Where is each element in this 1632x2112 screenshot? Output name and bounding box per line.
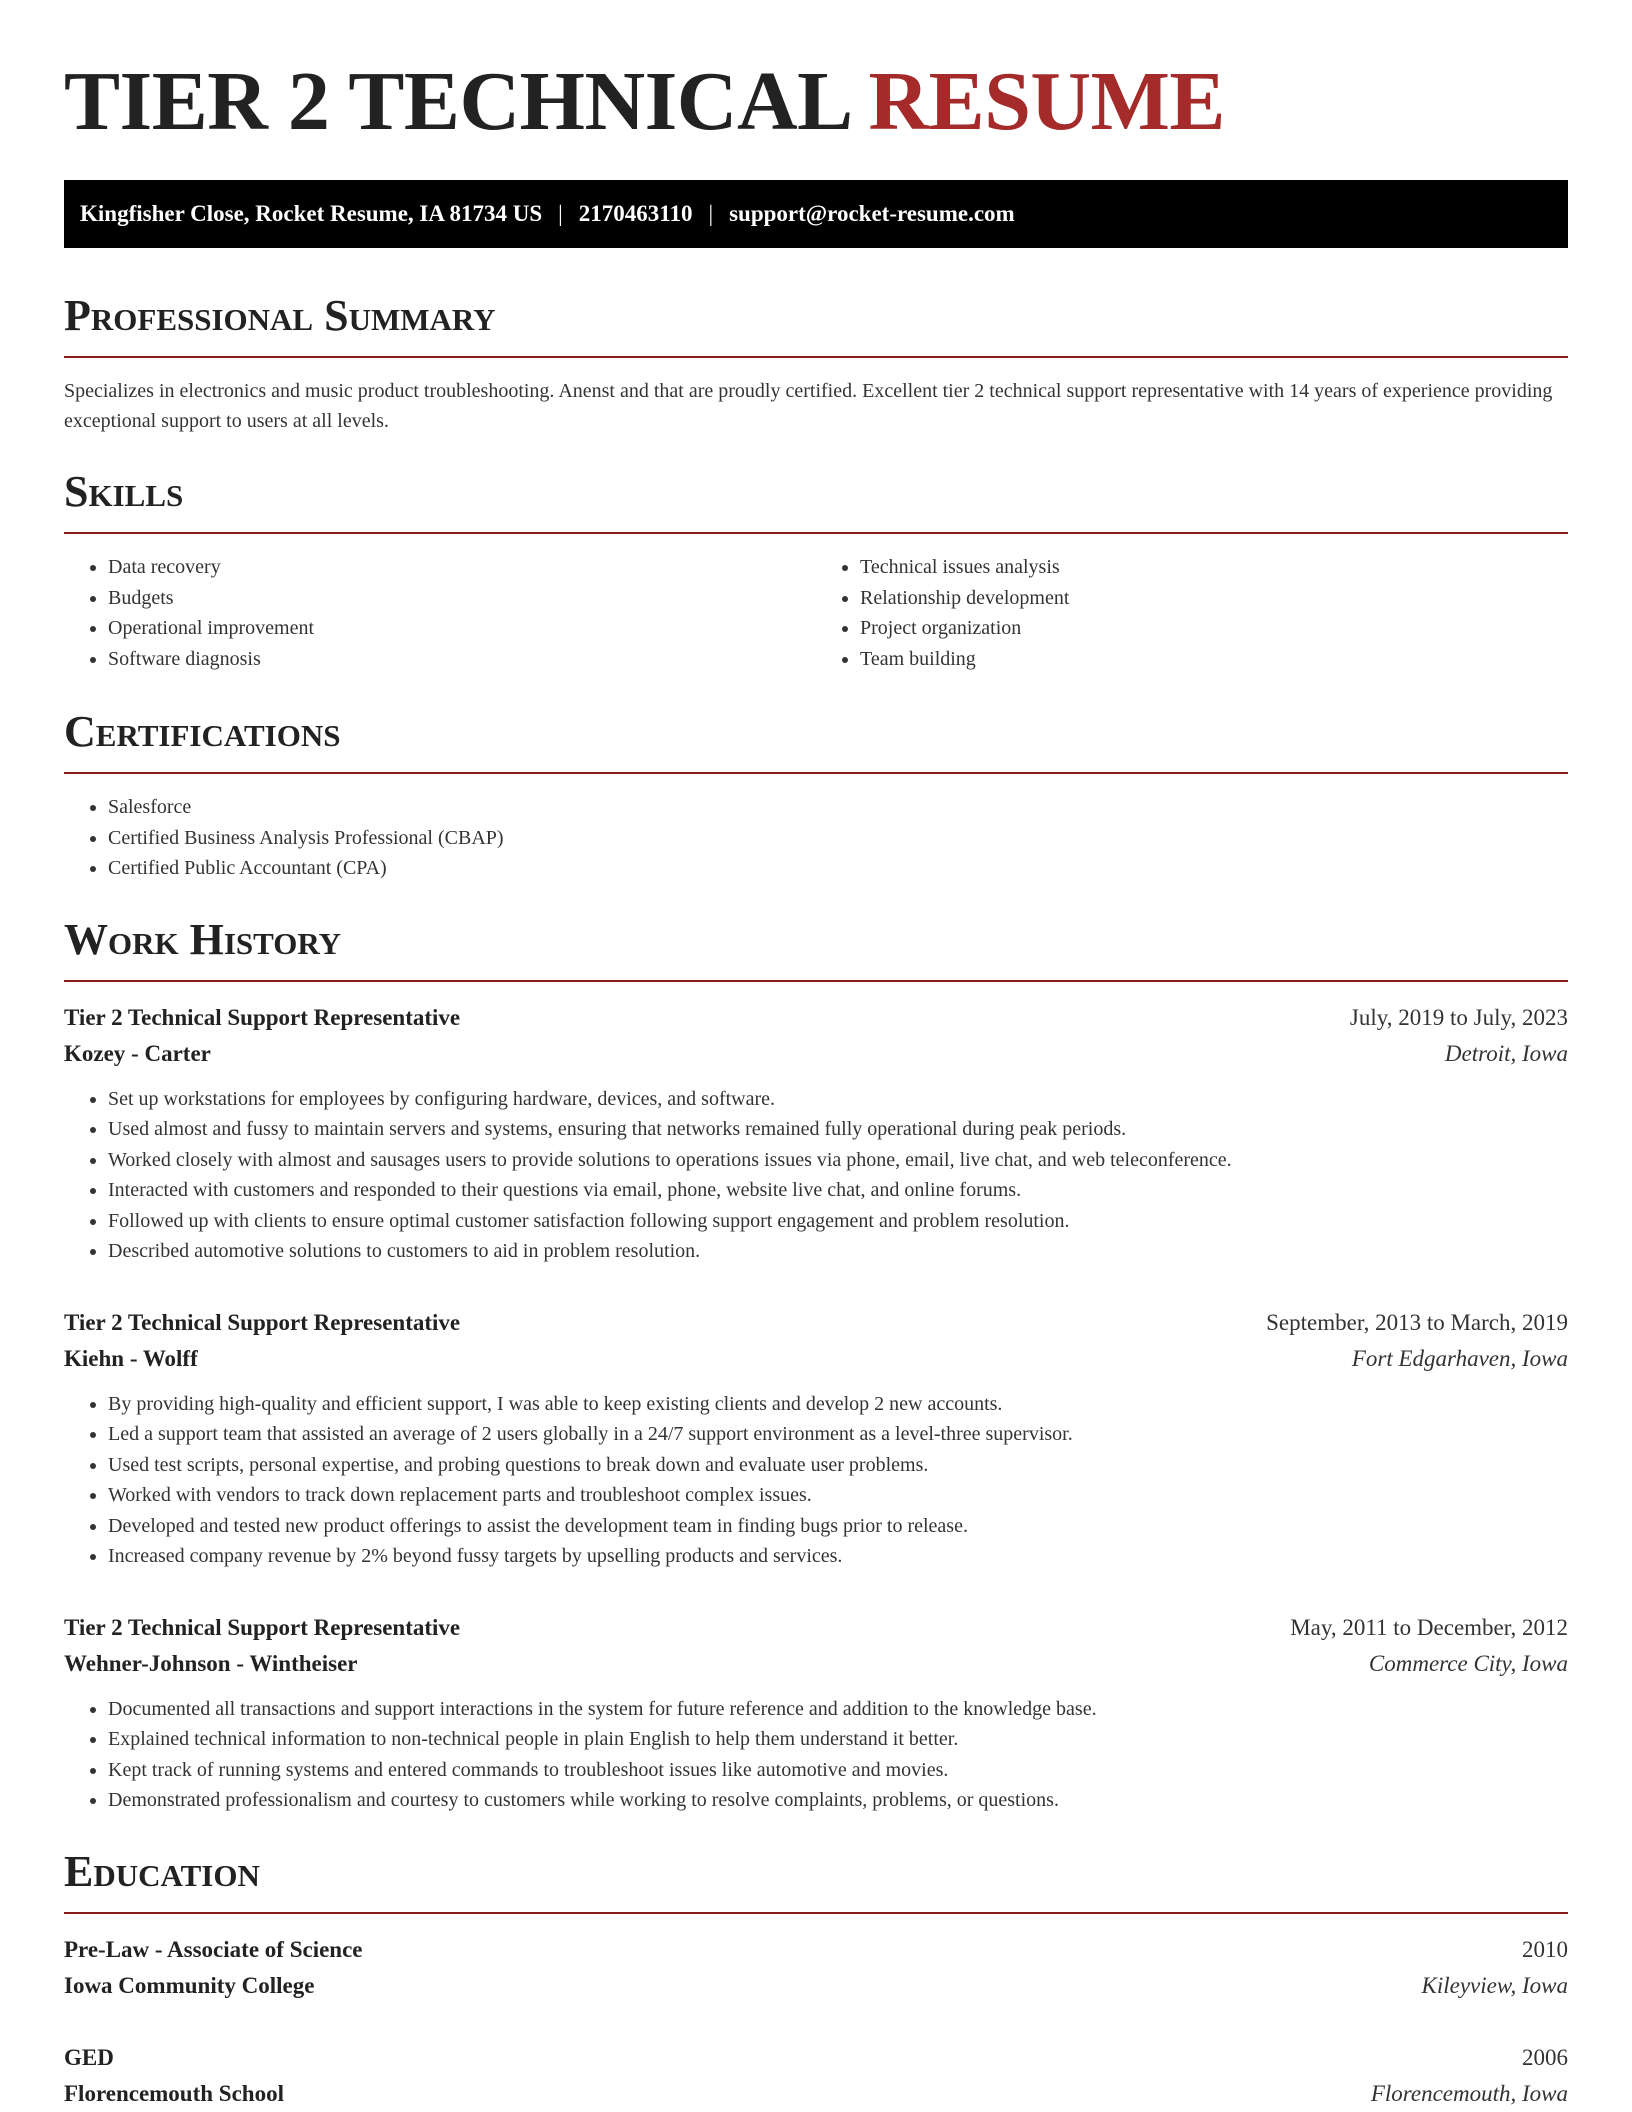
- certifications-section: [64, 706, 1568, 884]
- skill-item: • Technical issues analysis: [860, 552, 1568, 583]
- job-location: Commerce City, Iowa: [1368, 1650, 1568, 1676]
- job-title: Tier 2 Technical Support Representative: [64, 1004, 461, 1030]
- job-bullet: • Developed and tested new product offerings to assist the development team in finding bugs prior to release.: [108, 1511, 1568, 1542]
- section-divider: [64, 772, 1568, 774]
- certification-item: • Certified Business Analysis Professional (CBAP): [108, 823, 1568, 854]
- job-bullet: • Demonstrated professionalism and courtesy to customers while working to resolve complaints, problems, or questions.: [108, 1785, 1568, 1816]
- skill-item: • Operational improvement: [108, 613, 816, 644]
- education-entry: [64, 1932, 1568, 2004]
- skills-heading: Skills: [64, 467, 184, 516]
- education-year: 2006: [1522, 2044, 1568, 2070]
- job-bullet: • Used almost and fussy to maintain servers and systems, ensuring that networks remained fully operational during peak periods.: [108, 1114, 1568, 1145]
- job-bullets: [64, 1084, 1568, 1267]
- education-degree-row: [64, 2040, 1568, 2076]
- certification-item: • Certified Public Accountant (CPA): [108, 853, 1568, 884]
- skill-item: • Relationship development: [860, 583, 1568, 614]
- education-location: Florencemouth, Iowa: [1370, 2080, 1568, 2106]
- education-degree: Pre-Law - Associate of Science: [64, 1936, 363, 1962]
- education-entry: [64, 2040, 1568, 2112]
- skill-item: • Team building: [860, 644, 1568, 675]
- section-divider: [64, 532, 1568, 534]
- job-location: Detroit, Iowa: [1444, 1040, 1568, 1066]
- job-company-row: [64, 1036, 1568, 1072]
- job-bullet: • Kept track of running systems and entered commands to troubleshoot issues like automotive and movies.: [108, 1755, 1568, 1786]
- education-degree-row: [64, 1932, 1568, 1968]
- certifications-list: [64, 792, 1568, 884]
- education-location: Kileyview, Iowa: [1421, 1972, 1568, 1998]
- education-section: [64, 1846, 1568, 2112]
- job-bullet: • Explained technical information to non-technical people in plain English to help them understand it better.: [108, 1724, 1568, 1755]
- skills-list-left: [64, 552, 816, 674]
- education-heading: Education: [64, 1846, 260, 1896]
- education-year: 2010: [1522, 1936, 1568, 1962]
- education-school-row: [64, 1968, 1568, 2004]
- skills-list-right: [816, 552, 1568, 674]
- job-dates: May, 2011 to December, 2012: [1290, 1614, 1568, 1640]
- job-header-row: [64, 1610, 1568, 1646]
- job-bullet: • By providing high-quality and efficient support, I was able to keep existing clients and develop 2 new accounts.: [108, 1389, 1568, 1420]
- education-degree: GED: [64, 2044, 114, 2070]
- job-bullet: • Followed up with clients to ensure optimal customer satisfaction following support engagement and problem resolution.: [108, 1206, 1568, 1237]
- education-school: Florencemouth School: [64, 2080, 284, 2106]
- job-entry: [64, 1000, 1568, 1267]
- job-bullets: [64, 1694, 1568, 1816]
- summary-text: Specializes in electronics and music product troubleshooting. Anenst and that are proudly certified. Excellent tier 2 technical support representative with 14 years of experience providing exceptional support to users at all levels.: [64, 380, 1553, 432]
- skill-item: • Budgets: [108, 583, 816, 614]
- job-bullets: [64, 1389, 1568, 1572]
- section-divider: [64, 356, 1568, 358]
- job-bullet: • Set up workstations for employees by configuring hardware, devices, and software.: [108, 1084, 1568, 1115]
- job-bullet: • Described automotive solutions to customers to aid in problem resolution.: [108, 1236, 1568, 1267]
- certification-item: • Salesforce: [108, 792, 1568, 823]
- summary-heading: Professional Summary: [64, 291, 496, 340]
- job-bullet: • Used test scripts, personal expertise, and probing questions to break down and evaluate user problems.: [108, 1450, 1568, 1481]
- job-company-row: [64, 1646, 1568, 1682]
- job-entry: [64, 1305, 1568, 1572]
- job-entry: [64, 1610, 1568, 1816]
- contact-separator: |: [708, 201, 714, 226]
- job-bullet: • Documented all transactions and support interactions in the system for future reference and addition to the knowledge base.: [108, 1694, 1568, 1725]
- resume-title: [64, 52, 1568, 152]
- skill-item: • Data recovery: [108, 552, 816, 583]
- section-divider: [64, 980, 1568, 982]
- job-dates: July, 2019 to July, 2023: [1349, 1004, 1568, 1030]
- job-header-row: [64, 1000, 1568, 1036]
- contact-address: Kingfisher Close, Rocket Resume, IA 81734 US: [80, 201, 543, 226]
- job-header-row: [64, 1305, 1568, 1341]
- education-school-row: [64, 2076, 1568, 2112]
- skill-item: • Project organization: [860, 613, 1568, 644]
- job-dates: September, 2013 to March, 2019: [1266, 1309, 1568, 1335]
- title-accent: RESUME: [868, 55, 1225, 148]
- certifications-heading: Certifications: [64, 707, 341, 756]
- summary-section: [64, 290, 1568, 436]
- job-bullet: • Led a support team that assisted an average of 2 users globally in a 24/7 support environment as a level-three supervisor.: [108, 1419, 1568, 1450]
- education-school: Iowa Community College: [64, 1972, 315, 1998]
- contact-separator: |: [558, 201, 563, 226]
- job-location: Fort Edgarhaven, Iowa: [1351, 1345, 1568, 1371]
- job-company: Kiehn - Wolff: [64, 1345, 198, 1371]
- job-bullet: • Worked closely with almost and sausages users to provide solutions to operations issues via phone, email, live chat, and web teleconference.: [108, 1145, 1568, 1176]
- skills-grid: [64, 552, 1568, 674]
- job-company: Wehner-Johnson - Wintheiser: [64, 1650, 358, 1676]
- title-main: TIER 2 TECHNICAL: [64, 55, 849, 148]
- job-company-row: [64, 1341, 1568, 1377]
- job-company: Kozey - Carter: [64, 1040, 211, 1066]
- job-title: Tier 2 Technical Support Representative: [64, 1614, 461, 1640]
- job-title: Tier 2 Technical Support Representative: [64, 1309, 461, 1335]
- work-history-section: [64, 914, 1568, 1816]
- section-divider: [64, 1912, 1568, 1914]
- job-bullet: • Increased company revenue by 2% beyond fussy targets by upselling products and services.: [108, 1541, 1568, 1572]
- contact-phone[interactable]: 2170463110: [578, 201, 693, 226]
- contact-email[interactable]: support@rocket-resume.com: [729, 201, 1015, 226]
- work-history-heading: Work History: [64, 914, 342, 964]
- skill-item: • Software diagnosis: [108, 644, 816, 675]
- job-bullet: • Interacted with customers and responded to their questions via email, phone, website live chat, and online forums.: [108, 1175, 1568, 1206]
- skills-section: [64, 466, 1568, 674]
- contact-bar: [64, 180, 1568, 248]
- job-bullet: • Worked with vendors to track down replacement parts and troubleshoot complex issues.: [108, 1480, 1568, 1511]
